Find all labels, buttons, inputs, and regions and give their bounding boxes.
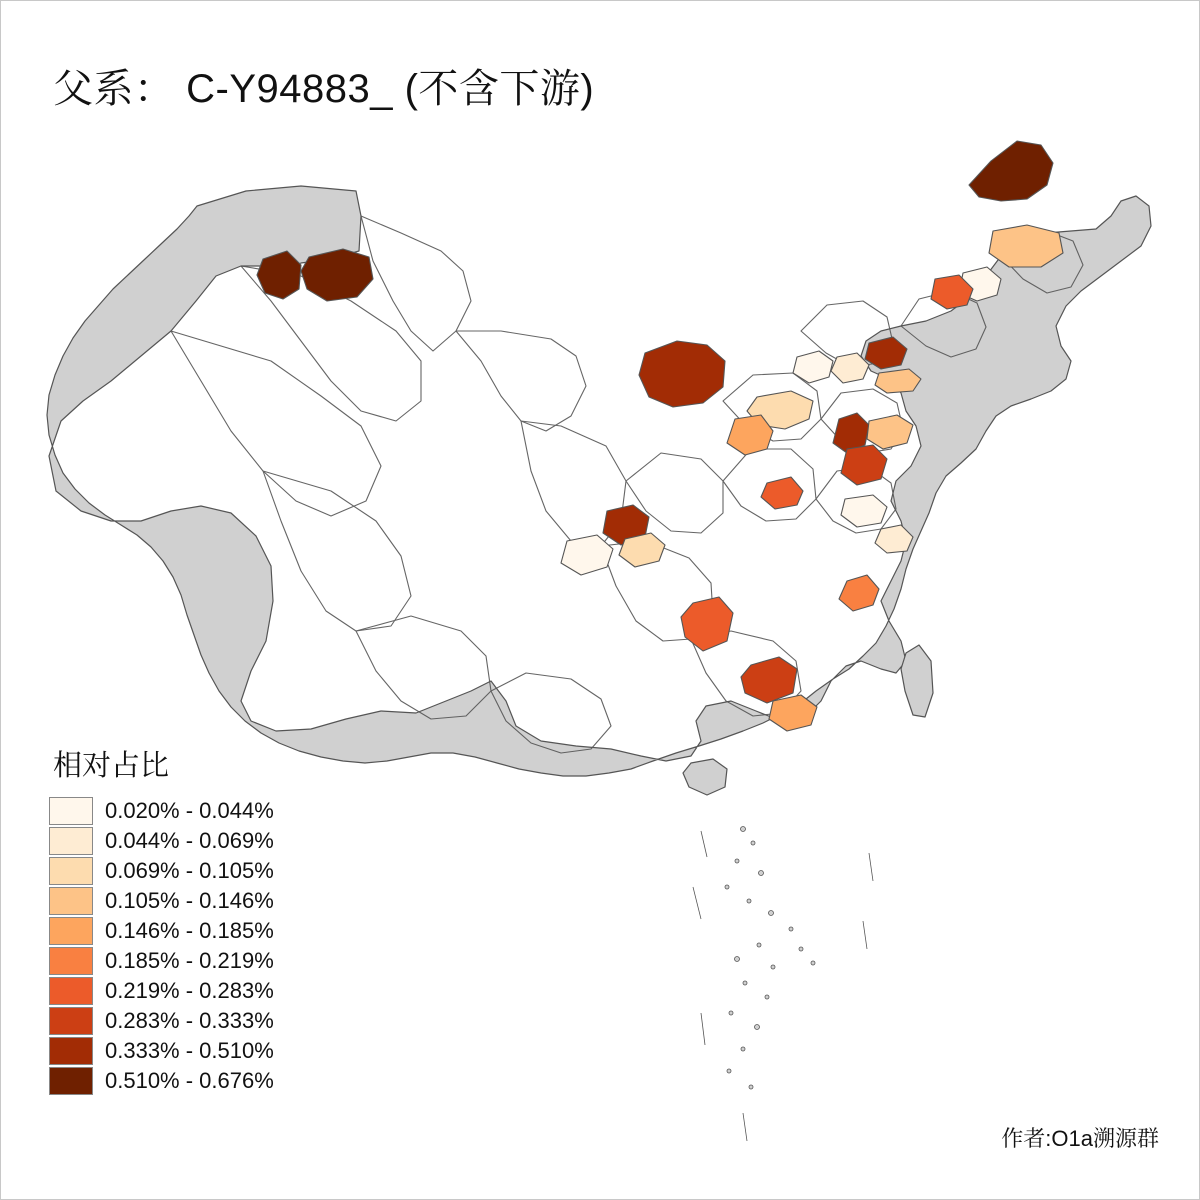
taiwan-island <box>901 645 933 717</box>
region-inner-mongolia-central <box>639 341 725 407</box>
legend-item <box>49 886 349 916</box>
legend-item <box>49 826 349 856</box>
legend-item <box>49 976 349 1006</box>
legend-swatch <box>49 827 93 855</box>
region-henan-north <box>761 477 803 509</box>
legend-item <box>49 1036 349 1066</box>
region-guangxi-north <box>741 657 797 703</box>
legend-swatch <box>49 1067 93 1095</box>
legend <box>49 743 349 1096</box>
legend-swatch <box>49 1007 93 1035</box>
region-jiangsu-north <box>841 495 887 527</box>
region-heilongjiang-northeast <box>969 141 1053 201</box>
region-zhejiang-coast <box>839 575 879 611</box>
region-jilin-west <box>989 225 1063 267</box>
legend-label: 0.185% - 0.219% <box>105 948 274 973</box>
region-hebei-north-a <box>793 351 833 383</box>
legend-item <box>49 1066 349 1096</box>
legend-item <box>49 856 349 886</box>
legend-label: 0.219% - 0.283% <box>105 978 274 1003</box>
legend-label: 0.020% - 0.044% <box>105 798 274 823</box>
legend-item <box>49 946 349 976</box>
region-guizhou-west <box>681 597 733 651</box>
legend-swatch <box>49 1037 93 1065</box>
legend-swatch <box>49 977 93 1005</box>
author-credit: 作者:O1a溯源群 <box>1001 1126 1159 1151</box>
legend-label: 0.069% - 0.105% <box>105 858 274 883</box>
legend-swatch <box>49 947 93 975</box>
south-china-sea-islands <box>693 827 873 1142</box>
legend-label: 0.333% - 0.510% <box>105 1038 274 1063</box>
legend-item <box>49 1006 349 1036</box>
legend-item <box>49 916 349 946</box>
region-shandong-central <box>867 415 913 449</box>
hainan-island <box>683 759 727 795</box>
region-liaoning-east <box>875 369 921 393</box>
legend-swatch <box>49 797 93 825</box>
legend-swatch <box>49 887 93 915</box>
legend-label: 0.146% - 0.185% <box>105 918 274 943</box>
legend-title: 相对占比 <box>53 750 170 782</box>
legend-item <box>49 796 349 826</box>
region-shaanxi-north <box>727 415 773 455</box>
legend-label: 0.044% - 0.069% <box>105 828 274 853</box>
legend-label: 0.105% - 0.146% <box>105 888 274 913</box>
legend-label: 0.283% - 0.333% <box>105 1008 274 1033</box>
page-title: 父系： C-Y94883_ (不含下游) <box>53 67 595 111</box>
legend-label: 0.510% - 0.676% <box>105 1068 274 1093</box>
legend-swatch <box>49 857 93 885</box>
region-xinjiang-north-b <box>301 249 373 301</box>
legend-swatch <box>49 917 93 945</box>
